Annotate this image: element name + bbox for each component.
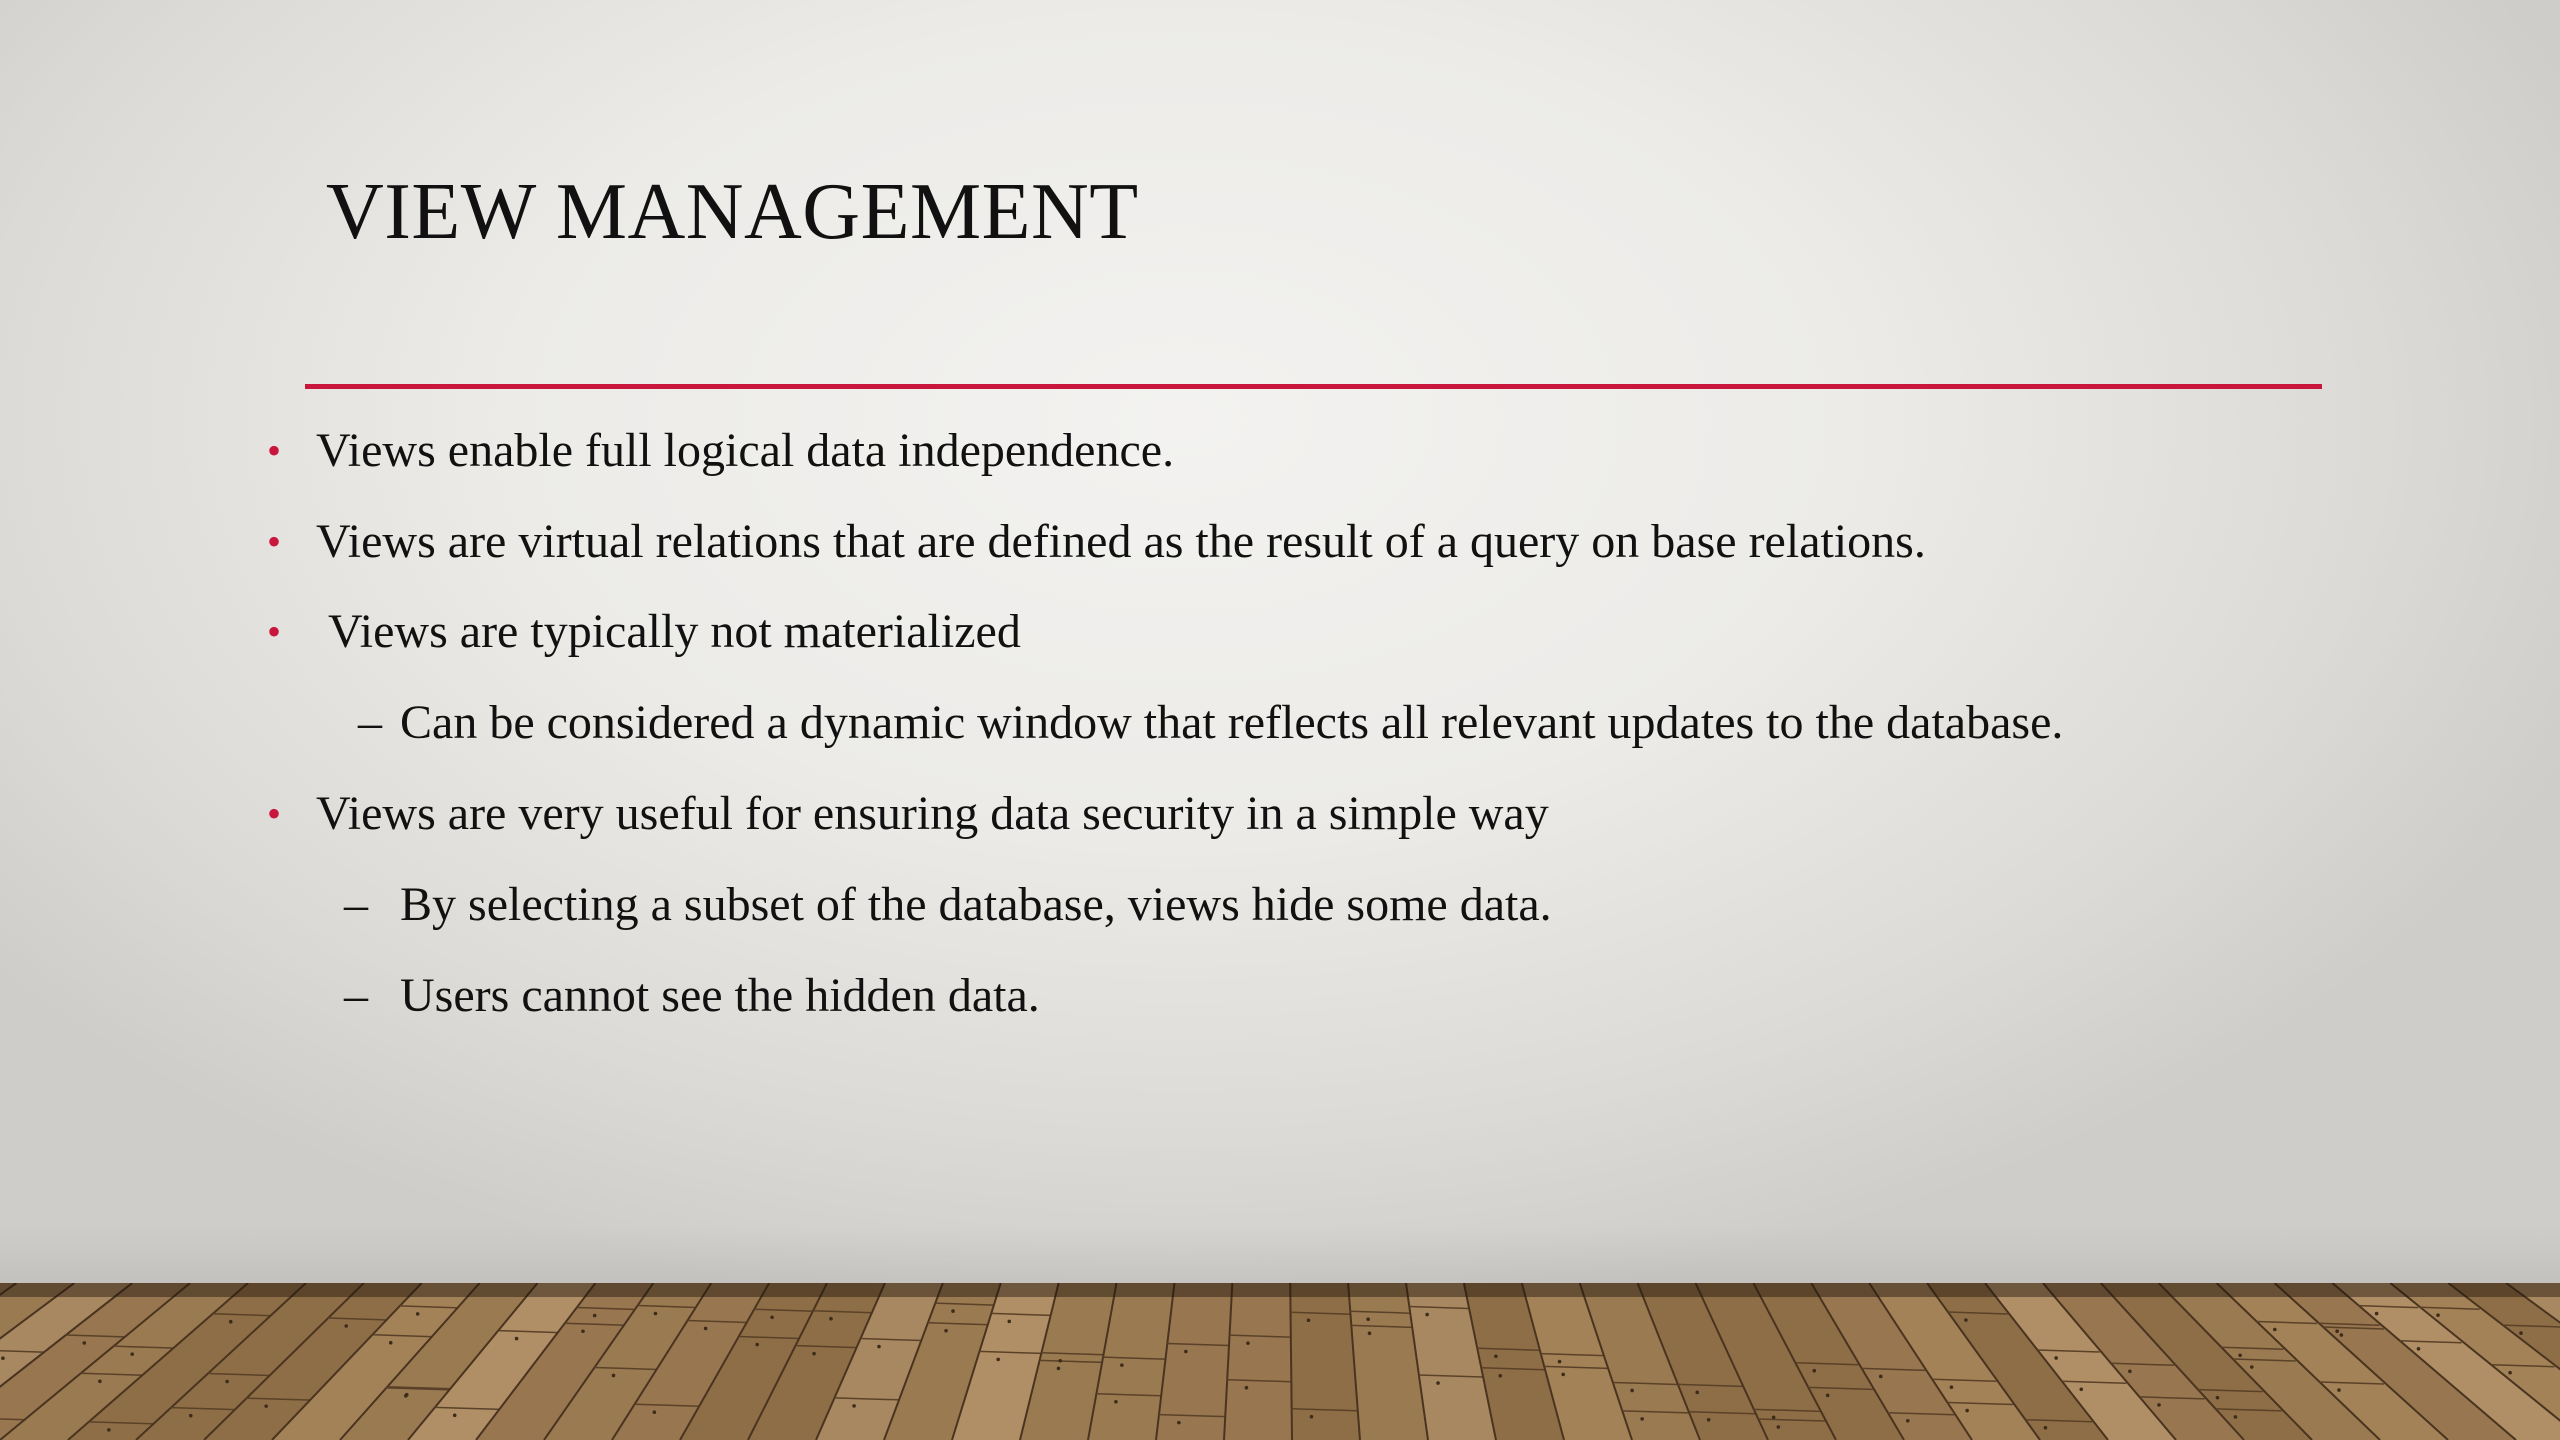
plank-nail xyxy=(2238,1353,2242,1357)
plank-nail xyxy=(1366,1317,1370,1321)
plank-nail xyxy=(1879,1375,1883,1379)
plank-nail xyxy=(1630,1389,1634,1393)
plank-nail xyxy=(2128,1369,2132,1373)
plank-nail xyxy=(1561,1373,1565,1377)
slide-title: VIEW MANAGEMENT xyxy=(326,168,1139,256)
plank-nail xyxy=(1950,1385,1954,1389)
plank-nail xyxy=(1707,1418,1711,1422)
plank-nail xyxy=(1906,1419,1910,1423)
plank-nail xyxy=(1695,1391,1699,1395)
plank-nail xyxy=(1494,1354,1498,1358)
floor-planks xyxy=(0,1283,2560,1440)
sub-bullet-item xyxy=(344,878,1552,931)
sub-bullet-text: Users cannot see the hidden data. xyxy=(400,969,1040,1022)
plank-nail xyxy=(2417,1347,2421,1351)
plank-nail xyxy=(389,1341,393,1345)
floor-edge-shadow xyxy=(0,1283,2560,1297)
plank-nail xyxy=(1964,1318,1968,1322)
bullet-item xyxy=(267,605,1021,658)
plank-nail xyxy=(2335,1329,2339,1333)
plank-nail xyxy=(581,1329,585,1333)
title-underline xyxy=(305,384,2322,389)
plank-nail xyxy=(1245,1386,1249,1390)
plank-nail xyxy=(996,1358,1000,1362)
plank-nail xyxy=(416,1312,420,1316)
plank-nail xyxy=(1368,1332,1372,1336)
sub-bullet-marker: – xyxy=(344,969,368,1022)
plank-nail xyxy=(98,1379,102,1383)
plank-nail xyxy=(405,1393,409,1397)
plank-nail xyxy=(1826,1394,1830,1398)
plank-nail xyxy=(1640,1417,1644,1421)
plank-nail xyxy=(130,1352,134,1356)
plank-nail xyxy=(653,1410,657,1414)
plank-nail xyxy=(344,1324,348,1328)
plank-nail xyxy=(2044,1426,2048,1430)
sub-bullet-marker: – xyxy=(344,878,368,931)
bullet-item xyxy=(267,515,1926,568)
wall-shadow xyxy=(0,1225,2560,1285)
plank-nail xyxy=(515,1337,519,1341)
sub-bullet-text: By selecting a subset of the database, views hide some data. xyxy=(400,878,1552,931)
plank-nail xyxy=(1777,1425,1781,1429)
plank-nail xyxy=(1246,1341,1250,1345)
plank-nail xyxy=(2079,1387,2083,1391)
plank-nail xyxy=(770,1315,774,1319)
plank-nail xyxy=(812,1352,816,1356)
plank-nail xyxy=(2519,1331,2523,1335)
plank-nail xyxy=(2273,1328,2277,1332)
plank-nail xyxy=(1965,1409,1969,1413)
plank-nail xyxy=(944,1329,948,1333)
plank-nail xyxy=(612,1374,616,1378)
plank-nail xyxy=(1812,1369,1816,1373)
plank-nail xyxy=(1058,1359,1062,1363)
plank-nail xyxy=(1425,1313,1429,1317)
bullet-marker: • xyxy=(267,519,282,564)
plank-nail xyxy=(2157,1403,2161,1407)
plank-nail xyxy=(2337,1388,2341,1392)
bullet-item xyxy=(267,787,1549,840)
plank-nail xyxy=(1057,1367,1061,1371)
plank-nail xyxy=(1772,1416,1776,1420)
bullet-text: Views are very useful for ensuring data security in a simple way xyxy=(316,787,1549,840)
bullet-item xyxy=(267,424,1175,477)
plank-nail xyxy=(1498,1374,1502,1378)
plank-nail xyxy=(2250,1365,2254,1369)
bullet-marker: • xyxy=(267,791,282,836)
plank-nail xyxy=(1,1356,5,1360)
plank-nail xyxy=(852,1404,856,1408)
plank-nail xyxy=(2216,1396,2220,1400)
plank-nail xyxy=(2436,1313,2440,1317)
plank-nail xyxy=(2508,1371,2512,1375)
plank-nail xyxy=(1436,1381,1440,1385)
plank-nail xyxy=(453,1414,457,1418)
plank-nail xyxy=(829,1317,833,1321)
plank-nail xyxy=(877,1345,881,1349)
plank-nail xyxy=(1184,1350,1188,1354)
sub-bullet-item xyxy=(344,969,1040,1022)
plank-nail xyxy=(2054,1356,2058,1360)
plank-nail xyxy=(1310,1415,1314,1419)
plank-nail xyxy=(107,1428,111,1432)
plank-nail xyxy=(82,1341,86,1345)
plank-nail xyxy=(2340,1333,2344,1337)
plank-nail xyxy=(1177,1421,1181,1425)
sub-bullet-marker: – xyxy=(358,696,382,749)
plank-nail xyxy=(755,1343,759,1347)
plank-nail xyxy=(654,1312,658,1316)
plank-nail xyxy=(1558,1360,1562,1364)
plank-nail xyxy=(229,1320,233,1324)
plank-nail xyxy=(225,1380,229,1384)
bullet-text: Views are typically not materialized xyxy=(328,605,1021,658)
plank-nail xyxy=(951,1309,955,1313)
plank-nail xyxy=(264,1404,268,1408)
floor-plank xyxy=(1224,1283,1292,1440)
sub-bullet-text: Can be considered a dynamic window that reflects all relevant updates to the database. xyxy=(400,696,2064,749)
plank-nail xyxy=(704,1327,708,1331)
plank-nail xyxy=(1307,1318,1311,1322)
plank-nail xyxy=(1007,1320,1011,1324)
bullet-text: Views enable full logical data independence. xyxy=(316,424,1175,477)
wooden-floor-image xyxy=(0,1283,2560,1440)
bullet-marker: • xyxy=(267,609,282,654)
plank-nail xyxy=(2234,1415,2238,1419)
plank-nail xyxy=(1120,1363,1124,1367)
bullet-text: Views are virtual relations that are defined as the result of a query on base relations. xyxy=(316,515,1926,568)
plank-nail xyxy=(189,1414,193,1418)
plank-nail xyxy=(1114,1400,1118,1404)
bullet-marker: • xyxy=(267,428,282,473)
plank-nail xyxy=(593,1314,597,1318)
sub-bullet-item xyxy=(358,696,2064,749)
plank-nail xyxy=(2375,1312,2379,1316)
